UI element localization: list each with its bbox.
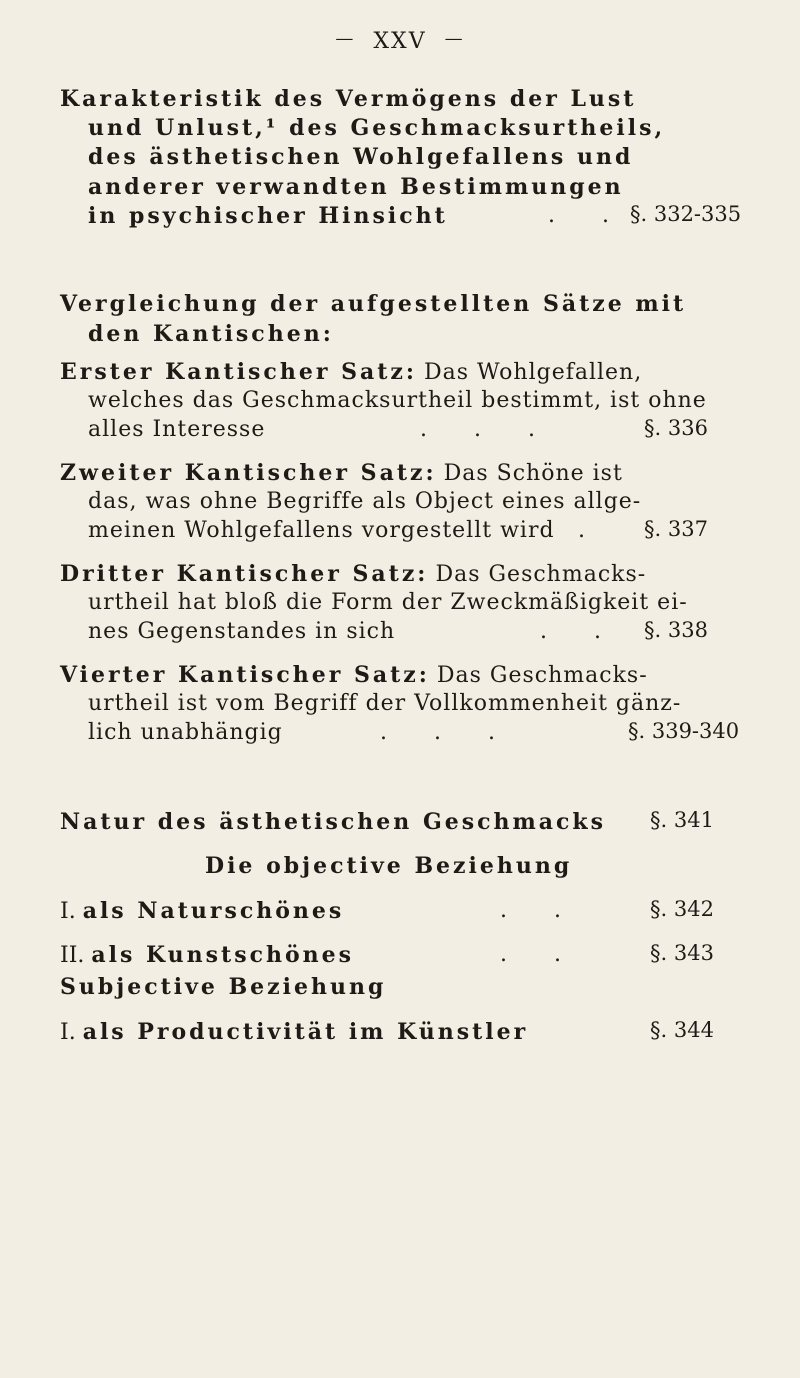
toc-line: Vergleichung der aufgestellten Sätze mit: [60, 291, 687, 317]
toc-line: urtheil ist vom Begriff der Vollkommenheit gänz-: [88, 691, 682, 716]
toc-line: Natur des ästhetischen Geschmacks: [60, 809, 607, 835]
entry-number: II.: [60, 943, 85, 968]
section-ref: §. 338: [644, 618, 708, 642]
entry-lead: Vierter Kantischer Satz:: [60, 662, 430, 688]
section-ref: §. 343: [650, 941, 714, 965]
section-ref: §. 341: [650, 808, 714, 832]
leader-dots: . .: [500, 942, 581, 967]
toc-line: Subjective Beziehung: [60, 974, 387, 1000]
toc-line: [60, 1018, 528, 1047]
leader-dots: . .: [548, 203, 629, 228]
leader-dots: . .: [500, 898, 581, 923]
toc-line: lich unabhängig: [88, 720, 283, 745]
entry-text: als Naturschönes: [82, 898, 345, 924]
toc-line: welches das Geschmacksurtheil bestimmt, ist ohne: [88, 388, 707, 413]
page-number: — XXV —: [335, 28, 465, 54]
entry-text: als Kunstschönes: [91, 942, 355, 968]
leader-dots: .: [578, 518, 605, 543]
entry-lead: Erster Kantischer Satz:: [60, 359, 417, 385]
toc-line: [60, 459, 623, 488]
toc-line: meinen Wohlgefallens vorgestellt wird: [88, 518, 555, 543]
leader-dots: . . .: [380, 720, 515, 745]
toc-line: den Kantischen:: [88, 321, 334, 347]
entry-lead: Zweiter Kantischer Satz:: [60, 460, 437, 486]
entry-text: Das Geschmacks-: [435, 562, 647, 587]
toc-line: [60, 661, 648, 690]
section-ref: §. 332-335: [630, 202, 742, 226]
toc-line: des ästhetischen Wohlgefallens und: [88, 144, 634, 170]
leader-dots: . . .: [420, 417, 555, 442]
toc-line: in psychischer Hinsicht: [88, 203, 448, 229]
entry-text: Das Schöne ist: [443, 461, 623, 486]
toc-line: anderer verwandten Bestimmungen: [88, 174, 624, 200]
section-ref: §. 344: [650, 1018, 714, 1042]
entry-text: als Productivität im Künstler: [82, 1019, 529, 1045]
entry-number: I.: [60, 1020, 76, 1045]
leader-dots: . .: [540, 619, 621, 644]
section-ref: §. 336: [644, 416, 708, 440]
toc-line: urtheil hat bloß die Form der Zweckmäßigkeit ei-: [88, 590, 688, 615]
entry-lead: Dritter Kantischer Satz:: [60, 561, 429, 587]
toc-line: alles Interesse: [88, 417, 266, 442]
toc-line: Karakteristik des Vermögens der Lust: [60, 86, 637, 112]
toc-line: [60, 560, 646, 589]
toc-line: [60, 941, 354, 970]
section-ref: §. 342: [650, 897, 714, 921]
section-ref: §. 339-340: [628, 719, 740, 743]
toc-line: nes Gegenstandes in sich: [88, 619, 396, 644]
toc-line: und Unlust,¹ des Geschmacksurtheils,: [88, 115, 666, 141]
toc-line: das, was ohne Begriffe als Object eines allge-: [88, 489, 642, 514]
toc-line: Die objective Beziehung: [205, 853, 573, 879]
entry-number: I.: [60, 899, 76, 924]
section-ref: §. 337: [644, 517, 708, 541]
toc-line: [60, 897, 344, 926]
entry-text: Das Wohlgefallen,: [424, 360, 643, 385]
entry-text: Das Geschmacks-: [436, 663, 648, 688]
toc-line: [60, 358, 642, 387]
